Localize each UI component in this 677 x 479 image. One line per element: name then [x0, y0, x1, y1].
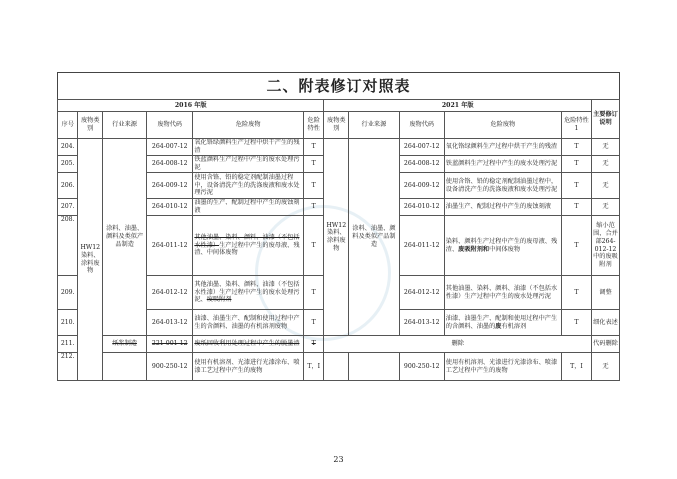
row-number: 204.: [58, 139, 78, 156]
revision-note: 细化表述: [591, 310, 619, 336]
waste-description: 油墨生产、配制过程中产生的废蚀刻液: [444, 199, 561, 216]
header-cell: 行业来源: [349, 112, 399, 139]
hazard-property: T: [561, 216, 591, 276]
row-number: 212.: [58, 353, 78, 381]
industry-2016: 涂料、油墨、颜料及类似产品制造: [103, 139, 147, 336]
notes-header: 主要修订说明: [591, 100, 619, 139]
hazard-property: T: [561, 139, 591, 156]
bold-text: 废吸附剂和: [458, 245, 490, 253]
revision-note: 无: [591, 156, 619, 173]
table-row: [58, 139, 620, 156]
struck-text: 废吸附剂: [206, 296, 232, 304]
header-cell: 废物代码: [399, 112, 444, 139]
row-number: 211.: [58, 336, 78, 353]
hazard-property: T: [561, 156, 591, 173]
waste-description: 油漆、油墨生产、配制和使用过程中产生的含颜料、油墨的有机溶剂废物: [193, 310, 304, 336]
waste-code: 264-011-12: [399, 216, 444, 276]
hazard-property: T: [304, 173, 324, 199]
waste-description: 使用有机溶剂、光漆进行光漆涂布、喷漆工艺过程中产生的废物: [193, 353, 304, 381]
description-text: 有机溶剂: [501, 322, 527, 330]
description-text: 染料、颜料生产过程中产生的废母液、残渣、: [445, 237, 558, 253]
waste-description: 使用含铬、铅的稳定剂配制油墨过程中，设备清洗产生的洗涤废液和废水处理污泥: [193, 173, 304, 199]
waste-code: 221-001-12: [147, 336, 193, 353]
row-number: 209.: [58, 276, 78, 310]
waste-code: 264-012-12: [147, 276, 193, 310]
header-cell: 危险废物: [193, 112, 304, 139]
row-number: 205.: [58, 156, 78, 173]
waste-description: 氧化铬绿颜料生产过程中烘干产生的残渣: [444, 139, 561, 156]
header-cell: 行业来源: [103, 112, 147, 139]
category-2021: [324, 353, 349, 381]
waste-description: 氧化铬绿颜料生产过程中烘干产生的残渣: [193, 139, 304, 156]
revision-note: 代码删除: [591, 336, 619, 353]
revision-note: 无: [591, 199, 619, 216]
waste-description: 使用含铬、铅的稳定剂配制油墨过程中，设备清洗产生的洗涤废液和废水处理污泥: [444, 173, 561, 199]
struck-text: 其他油墨、染料、颜料、油漆（不包括水性漆）: [194, 233, 300, 249]
hazard-property: T，I: [561, 353, 591, 381]
waste-code: 264-011-12: [147, 216, 193, 276]
description-text: 生产过程中产生的废母液、残渣、中间体废物: [194, 241, 300, 257]
header-cell: 废物类别: [324, 112, 349, 139]
waste-code: 264-010-12: [147, 199, 193, 216]
waste-code: 264-008-12: [399, 156, 444, 173]
hazard-property: T，I: [304, 353, 324, 381]
waste-description: 其他油墨、染料、颜料、油漆（不包括水性漆）生产过程中产生的废水处理污泥: [444, 276, 561, 310]
page-number: 23: [333, 455, 344, 464]
table-row: [58, 353, 620, 381]
page-title: 二、附表修订对照表: [57, 72, 620, 99]
waste-code: 264-007-12: [399, 139, 444, 156]
hazard-property: T: [561, 276, 591, 310]
header-cell: 序号: [58, 112, 78, 139]
hazard-property: T: [561, 173, 591, 199]
row-number: 208.: [58, 216, 78, 276]
waste-description: [444, 310, 561, 336]
header-cell: 危险特性 1: [561, 112, 591, 139]
row-number: 210.: [58, 310, 78, 336]
row-number: 207.: [58, 199, 78, 216]
waste-code: 264-010-12: [399, 199, 444, 216]
version-2021-header: 2021 年版: [324, 100, 592, 112]
description-text: 其他油墨、染料、颜料、油漆（不包括水性漆）生产过程中产生的废水处理污泥、: [194, 280, 300, 304]
header-cell: 危险废物: [444, 112, 561, 139]
revision-note: 缩小范围，合并部264-012-12中的废吸附剂: [591, 216, 619, 276]
hazard-property: T: [561, 199, 591, 216]
revision-note: 无: [591, 139, 619, 156]
revision-table: [57, 99, 620, 381]
waste-description: [444, 216, 561, 276]
waste-code: 264-009-12: [147, 173, 193, 199]
category-2021: HW12 染料、涂料废物: [324, 139, 349, 336]
category-2016: HW12 染料、涂料废物: [78, 139, 103, 381]
waste-description: [193, 216, 304, 276]
hazard-property: T: [304, 276, 324, 310]
hazard-property: T: [304, 139, 324, 156]
revision-note: 调整: [591, 276, 619, 310]
waste-description: 铁蓝颜料生产过程中产生的废水处理污泥: [444, 156, 561, 173]
description-text: 油漆、油墨生产、配制和使用过程中产生的含颜料、油墨的: [445, 314, 558, 330]
industry-source: [349, 353, 399, 381]
revision-note: 无: [591, 173, 619, 199]
waste-code: 900-250-12: [399, 353, 444, 381]
waste-description: [193, 276, 304, 310]
waste-description: 铁蓝颜料生产过程中产生的废水处理污泥: [193, 156, 304, 173]
description-text: 中间体废物: [489, 245, 521, 253]
header-cell: 废物代码: [147, 112, 193, 139]
row-number: 206.: [58, 173, 78, 199]
hazard-property: T: [304, 156, 324, 173]
table-row: [58, 336, 620, 353]
header-cell: 危险特性: [304, 112, 324, 139]
hazard-property: T: [304, 310, 324, 336]
waste-code: 264-013-12: [147, 310, 193, 336]
hazard-property: T: [304, 336, 324, 353]
industry-2021: 涂料、油墨、颜料及类似产品制造: [349, 139, 399, 336]
waste-code: 900-250-12: [147, 353, 193, 381]
waste-code: 264-009-12: [399, 173, 444, 199]
bold-text: 废: [495, 322, 502, 330]
header-cell: 废物类别: [78, 112, 103, 139]
waste-code: 264-012-12: [399, 276, 444, 310]
hazard-property: T: [304, 216, 324, 276]
hazard-property: T: [561, 310, 591, 336]
waste-description: 油墨的生产、配制过程中产生的废蚀刻液: [193, 199, 304, 216]
waste-code: 264-007-12: [147, 139, 193, 156]
waste-description: 废纸回收利用处理过程中产生的脱墨渣: [193, 336, 304, 353]
hazard-property: T: [304, 199, 324, 216]
version-2016-header: 2016 年版: [58, 100, 324, 112]
waste-code: 264-013-12: [399, 310, 444, 336]
industry-source: 纸浆制造: [103, 336, 147, 353]
revision-note: 无: [591, 353, 619, 381]
industry-source: [103, 353, 147, 381]
waste-code: 264-008-12: [147, 156, 193, 173]
waste-description: 使用有机溶剂、光漆进行光漆涂布、喷漆工艺过程中产生的废物: [444, 353, 561, 381]
deleted-label: 删除: [324, 336, 592, 353]
